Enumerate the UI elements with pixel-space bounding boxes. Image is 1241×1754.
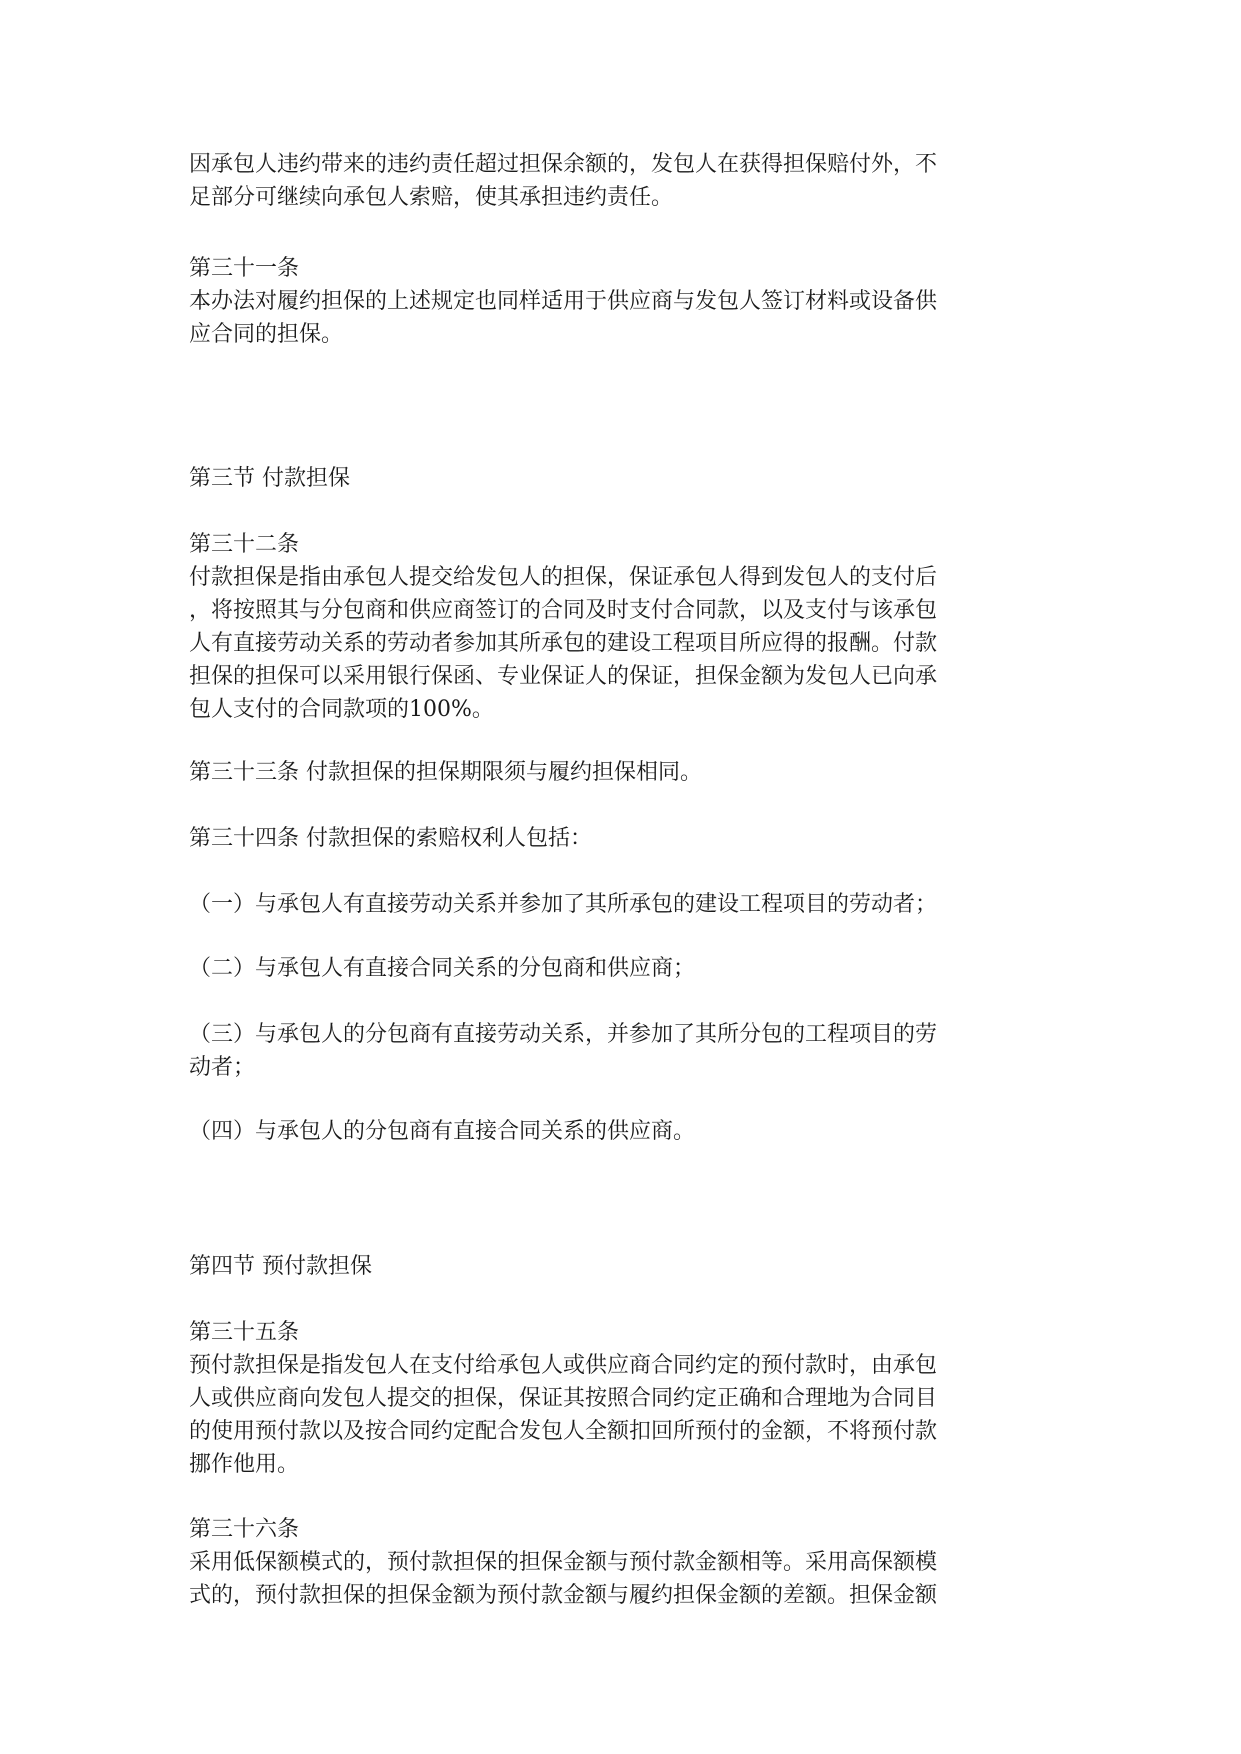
paragraph-breach-liability [189, 148, 1049, 214]
article-heading: 第三十二条 [189, 532, 300, 557]
text-line: 第三十三条 付款担保的担保期限须与履约担保相同。 [189, 760, 702, 785]
text-line: 担保的担保可以采用银行保函、专业保证人的保证，担保金额为发包人已向承 [189, 664, 938, 689]
text-line: 动者； [189, 1055, 256, 1080]
text-line: 包人支付的合同款项的100%。 [189, 697, 494, 722]
text-line: ，将按照其与分包商和供应商签订的合同及时支付合同款，以及支付与该承包 [189, 598, 938, 623]
article-33 [189, 756, 1049, 789]
text-line: 本办法对履约担保的上述规定也同样适用于供应商与发包人签订材料或设备供 [189, 289, 938, 314]
article-heading: 第三十五条 [189, 1320, 300, 1345]
article-heading: 第三十六条 [189, 1517, 300, 1542]
text-line: 人有直接劳动关系的劳动者参加其所承包的建设工程项目所应得的报酬。付款 [189, 631, 938, 656]
text-line: 因承包人违约带来的违约责任超过担保余额的，发包人在获得担保赔付外，不 [189, 152, 938, 177]
article-31 [189, 252, 1049, 351]
claimant-item-4 [189, 1115, 1049, 1148]
article-35 [189, 1316, 1049, 1481]
article-34 [189, 822, 1049, 855]
text-line: 挪作他用。 [189, 1452, 300, 1477]
text-line: 的使用预付款以及按合同约定配合发包人全额扣回所预付的金额，不将预付款 [189, 1419, 938, 1444]
document-page [189, 148, 1049, 1612]
text-line: 人或供应商向发包人提交的担保，保证其按照合同约定正确和合理地为合同目 [189, 1386, 938, 1411]
text-line: 足部分可继续向承包人索赔，使其承担违约责任。 [189, 185, 674, 210]
text-line: 应合同的担保。 [189, 322, 344, 347]
text-line: 付款担保是指由承包人提交给发包人的担保，保证承包人得到发包人的支付后 [189, 565, 938, 590]
claimant-item-3 [189, 1018, 1049, 1084]
list-item: （一）与承包人有直接劳动关系并参加了其所承包的建设工程项目的劳动者； [189, 892, 938, 917]
section-4-heading [189, 1250, 1049, 1283]
section-heading: 第三节 付款担保 [189, 466, 350, 491]
list-item: （二）与承包人有直接合同关系的分包商和供应商； [189, 956, 696, 981]
claimant-item-1 [189, 888, 1049, 921]
text-line: 预付款担保是指发包人在支付给承包人或供应商合同约定的预付款时，由承包 [189, 1353, 938, 1378]
text-line: 第三十四条 付款担保的索赔权利人包括： [189, 826, 592, 851]
list-item: （四）与承包人的分包商有直接合同关系的供应商。 [189, 1119, 696, 1144]
text-line: 式的，预付款担保的担保金额为预付款金额与履约担保金额的差额。担保金额 [189, 1583, 938, 1608]
article-32 [189, 528, 1049, 726]
claimant-item-2 [189, 952, 1049, 985]
text-line: 采用低保额模式的，预付款担保的担保金额与预付款金额相等。采用高保额模 [189, 1550, 938, 1575]
section-heading: 第四节 预付款担保 [189, 1254, 372, 1279]
article-36 [189, 1513, 1049, 1612]
article-heading: 第三十一条 [189, 256, 300, 281]
list-item: （三）与承包人的分包商有直接劳动关系，并参加了其所分包的工程项目的劳 [189, 1022, 938, 1047]
section-3-heading [189, 462, 1049, 495]
